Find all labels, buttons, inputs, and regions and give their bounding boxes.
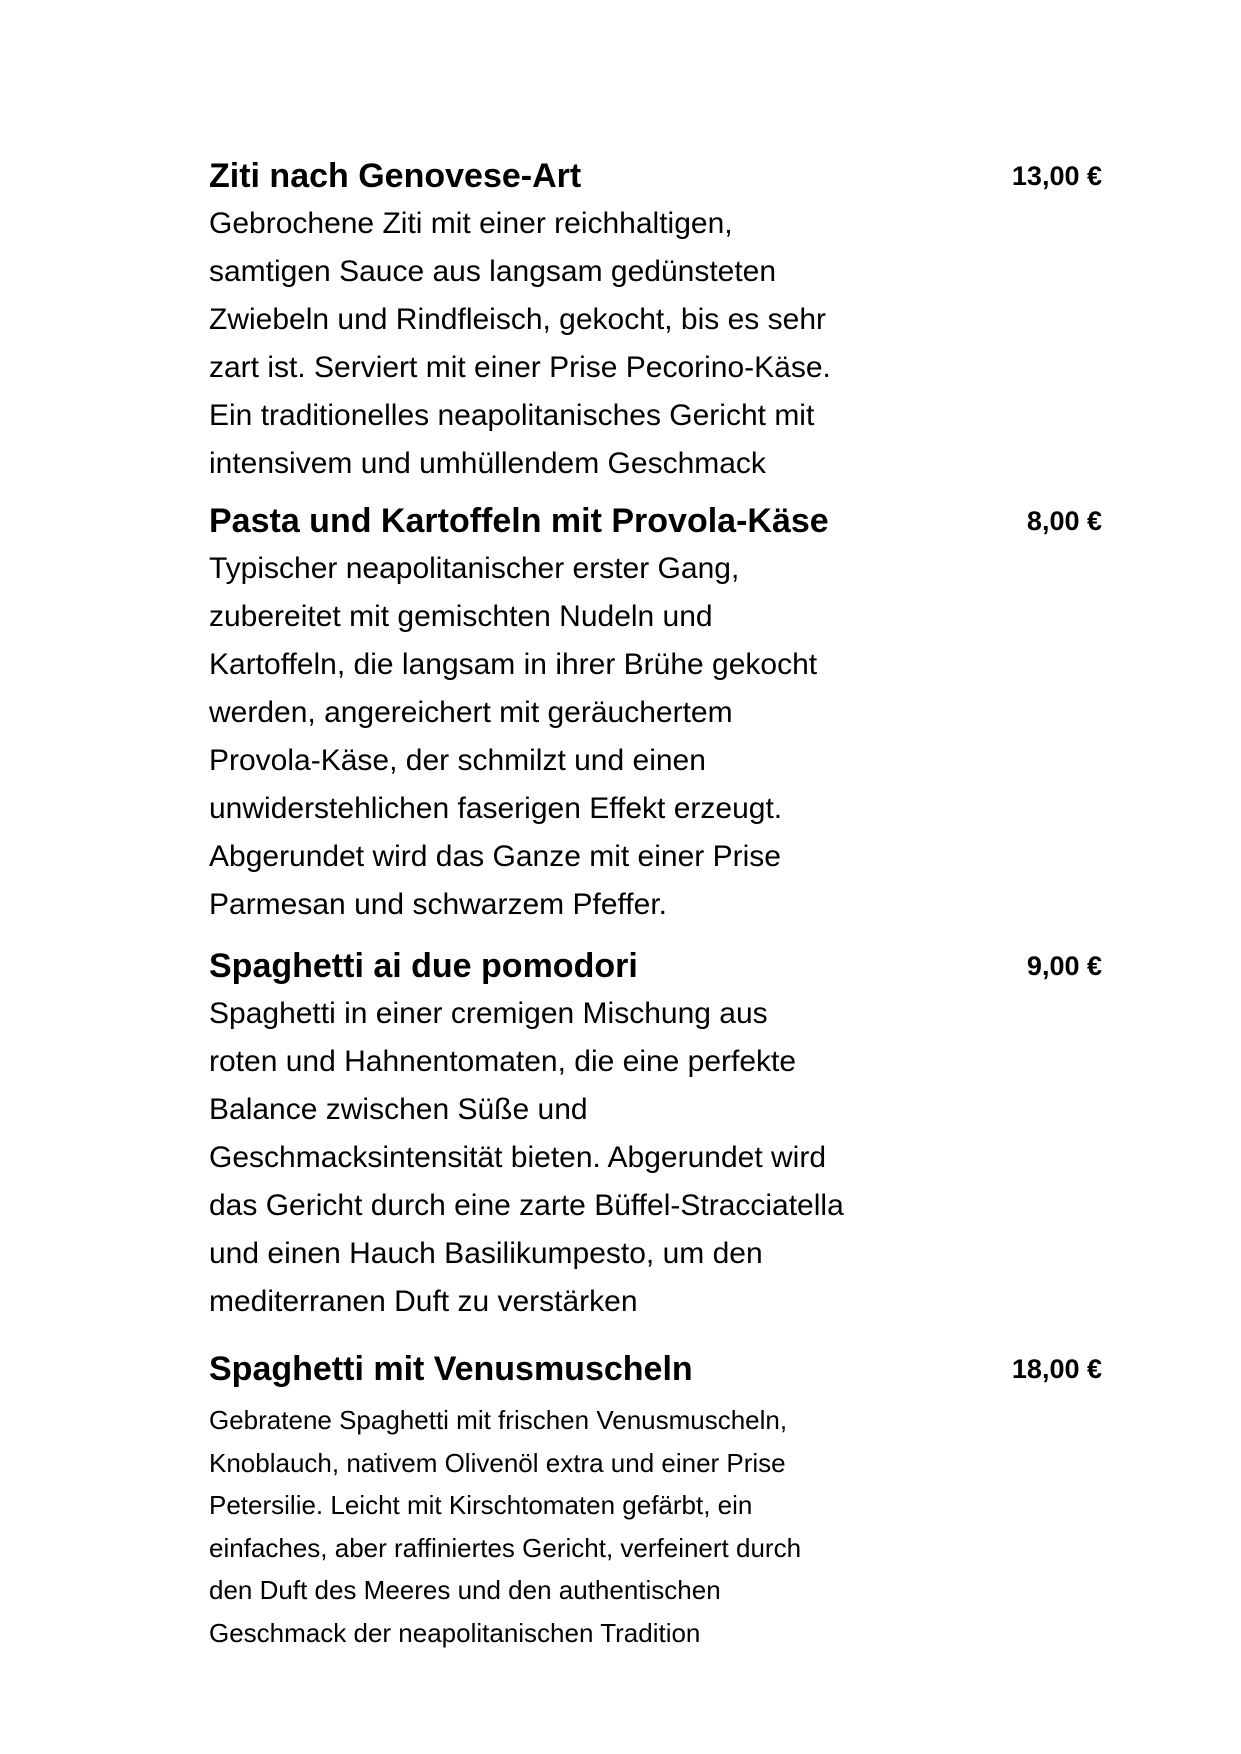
description-line: Kartoffeln, die langsam in ihrer Brühe gekocht (209, 648, 818, 681)
description-line: Spaghetti in einer cremigen Mischung aus (209, 997, 768, 1030)
menu-item-ziti-genovese (209, 152, 1102, 488)
dish-description (209, 200, 944, 488)
menu-item-header (209, 152, 1102, 200)
dish-price: 9,00 € (1026, 951, 1102, 981)
menu-item-header (209, 1345, 1102, 1393)
dish-price: 18,00 € (1011, 1354, 1102, 1384)
description-line: Typischer neapolitanischer erster Gang, (209, 552, 740, 585)
description-line: Geschmacksintensität bieten. Abgerundet wird (209, 1141, 827, 1174)
description-line: unwiderstehlichen faserigen Effekt erzeugt. (209, 792, 783, 825)
description-line: Knoblauch, nativem Olivenöl extra und einer Prise (209, 1447, 786, 1478)
description-line: werden, angereichert mit geräuchertem (209, 696, 733, 729)
description-line: roten und Hahnentomaten, die eine perfekte (209, 1045, 797, 1078)
dish-title: Pasta und Kartoffeln mit Provola-Käse (209, 502, 829, 540)
description-line: Parmesan und schwarzem Pfeffer. (209, 888, 667, 921)
menu-item-spaghetti-due-pomodori (209, 942, 1102, 1326)
description-line: Balance zwischen Süße und (209, 1093, 588, 1126)
description-line: Gebrochene Ziti mit einer reichhaltigen, (209, 207, 733, 240)
dish-description (209, 1399, 944, 1654)
dish-description (209, 545, 944, 929)
description-line: Gebratene Spaghetti mit frischen Venusmuscheln, (209, 1405, 788, 1435)
description-line: samtigen Sauce aus langsam gedünsteten (209, 255, 777, 288)
description-line: und einen Hauch Basilikumpesto, um den (209, 1237, 763, 1270)
description-line: Ein traditionelles neapolitanisches Gericht mit (209, 399, 815, 432)
menu-item-header (209, 942, 1102, 990)
description-line: zart ist. Serviert mit einer Prise Pecorino-Käse. (209, 351, 831, 384)
dish-price: 13,00 € (1011, 161, 1102, 191)
dish-title: Ziti nach Genovese-Art (209, 157, 582, 195)
dish-title: Spaghetti mit Venusmuscheln (209, 1350, 693, 1388)
menu-item-pasta-kartoffeln (209, 497, 1102, 929)
dish-price: 8,00 € (1026, 506, 1102, 536)
description-line: Abgerundet wird das Ganze mit einer Prise (209, 840, 781, 873)
description-line: Zwiebeln und Rindfleisch, gekocht, bis es sehr (209, 303, 826, 336)
description-line: Provola-Käse, der schmilzt und einen (209, 744, 706, 777)
description-line: einfaches, aber raffiniertes Gericht, verfeinert durch (209, 1532, 802, 1563)
menu-item-spaghetti-venusmuscheln (209, 1345, 1102, 1654)
description-line: Petersilie. Leicht mit Kirschtomaten gefärbt, ein (209, 1490, 753, 1520)
description-line: das Gericht durch eine zarte Büffel-Stracciatella (209, 1189, 844, 1222)
menu-item-header (209, 497, 1102, 545)
description-line: intensivem und umhüllendem Geschmack (209, 447, 766, 480)
dish-description (209, 990, 944, 1326)
description-line: mediterranen Duft zu verstärken (209, 1285, 638, 1318)
description-line: Geschmack der neapolitanischen Tradition (209, 1617, 701, 1648)
dish-title: Spaghetti ai due pomodori (209, 947, 638, 985)
description-line: zubereitet mit gemischten Nudeln und (209, 600, 713, 633)
description-line: den Duft des Meeres und den authentischen (209, 1575, 721, 1605)
